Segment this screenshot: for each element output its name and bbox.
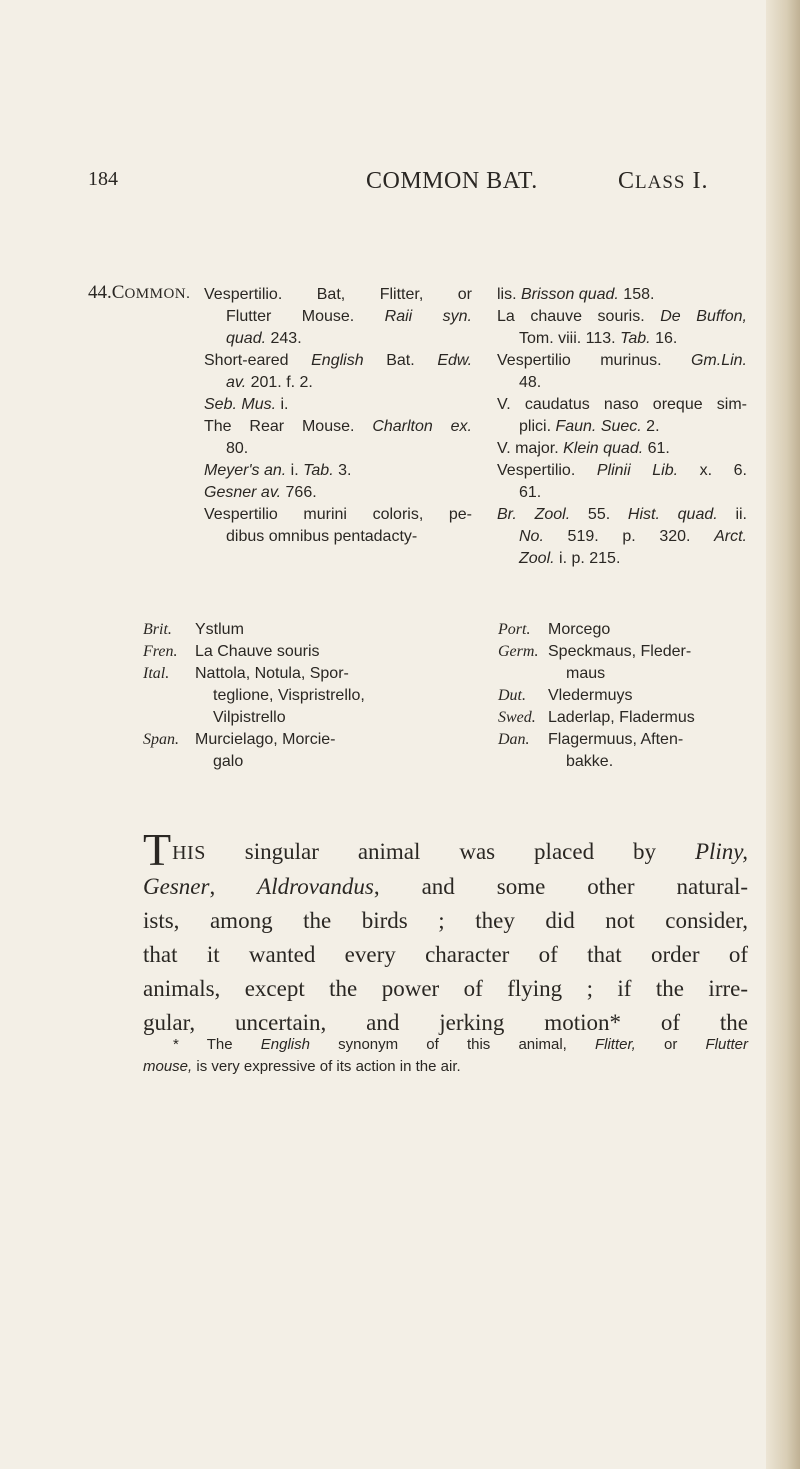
language-label: Fren. (143, 643, 178, 660)
vernacular-name-value (548, 641, 748, 685)
synonymy-line (497, 460, 747, 482)
citation-italic: Zool. (519, 550, 555, 567)
body-line-5: animals, except the power of flying ; if the irre- (143, 976, 748, 1001)
citation-text: lis. (497, 286, 521, 303)
citation-text: La chauve souris. (497, 308, 661, 325)
synonymy-line (497, 350, 747, 372)
language-label: Germ. (498, 643, 539, 660)
footnote-line-1: * The English synonym of this animal, Flitter, or Flutter (173, 1036, 748, 1053)
citation-text: 766. (281, 484, 317, 501)
citation-italic: Raii syn. (384, 308, 473, 325)
vernacular-name-row (498, 641, 748, 685)
citation-italic: Seb. Mus. (204, 396, 277, 413)
citation-italic: De Buffon, (660, 308, 747, 325)
synonymy-line (497, 372, 747, 394)
citation-text: Bat. (363, 352, 438, 369)
body-line-6: gular, uncertain, and jerking motion* of the (143, 1010, 748, 1035)
vernacular-name-value (195, 663, 469, 729)
citation-text: Short-eared (204, 352, 312, 369)
citation-text: 158. (618, 286, 655, 303)
vernacular-names-right (498, 619, 748, 773)
synonymy-line (204, 416, 472, 438)
synonymy-line (204, 328, 472, 350)
synonymy-right-column (497, 284, 747, 570)
citation-italic: Arct. (714, 528, 747, 545)
body-paragraph (143, 824, 749, 1040)
vernacular-name-line: Laderlap, Fladermus (548, 709, 695, 726)
body-line-3: ists, among the birds ; they did not consider, (143, 908, 748, 933)
page-number: 184 (88, 168, 118, 190)
vernacular-name-line: teglione, Vispristrello, (213, 687, 365, 704)
synonymy-line (204, 372, 472, 394)
citation-text: x. 6. (678, 462, 747, 479)
citation-italic: quad. (226, 330, 267, 347)
citation-text: i. (276, 396, 289, 413)
citation-italic: Charlton ex. (372, 418, 472, 435)
citation-text: V. major. (497, 440, 564, 457)
page-edge (766, 0, 800, 1469)
vernacular-name-row (143, 619, 469, 641)
citation-italic: Edw. (437, 352, 473, 369)
citation-italic: Meyer's an. (204, 462, 287, 479)
synonymy-line (497, 328, 747, 350)
vernacular-name-value (548, 729, 748, 773)
vernacular-name-value (548, 685, 748, 707)
vernacular-name-line: Vilpistrello (213, 709, 286, 726)
synonymy-line (204, 504, 472, 526)
synonymy-line (497, 306, 747, 328)
citation-text: 243. (266, 330, 302, 347)
citation-text: i. p. 215. (554, 550, 621, 567)
synonymy-line (497, 504, 747, 526)
citation-text: 61. (519, 484, 542, 501)
language-label: Brit. (143, 621, 172, 638)
body-line-2: Gesner, Aldrovandus, and some other natural- (143, 874, 749, 899)
synonymy-line (497, 394, 747, 416)
vernacular-name-value (195, 641, 469, 663)
footnote-line-2: mouse, is very expressive of its action in the air. (143, 1058, 461, 1075)
citation-italic: Tab. (303, 462, 334, 479)
citation-italic: English (311, 352, 364, 369)
citation-text: i. (286, 462, 304, 479)
citation-text: 61. (643, 440, 670, 457)
citation-text: Vespertilio. Bat, Flitter, or (204, 286, 472, 303)
drop-cap: T (143, 824, 172, 875)
entry-number: 44.COMMON. (88, 282, 191, 303)
citation-text: 16. (650, 330, 678, 347)
citation-text: 80. (226, 440, 249, 457)
citation-italic: Br. Zool. (497, 506, 571, 523)
citation-italic: Hist. quad. (627, 506, 718, 523)
vernacular-name-line: La Chauve souris (195, 643, 320, 660)
vernacular-name-row (498, 619, 748, 641)
citation-text: Vespertilio murinus. (497, 352, 691, 369)
vernacular-name-line: Nattola, Notula, Spor- (195, 665, 349, 682)
synonymy-line (204, 526, 472, 548)
vernacular-name-row (498, 707, 748, 729)
synonymy-line (204, 394, 472, 416)
synonymy-line (204, 284, 472, 306)
synonymy-line (204, 438, 472, 460)
vernacular-name-line: Flagermuus, Aften- (548, 731, 684, 748)
synonymy-line (497, 526, 747, 548)
citation-text: 2. (641, 418, 660, 435)
vernacular-name-line: Speckmaus, Fleder- (548, 643, 692, 660)
vernacular-name-row (498, 685, 748, 707)
citation-text: The Rear Mouse. (204, 418, 373, 435)
citation-text: Flutter Mouse. (226, 308, 385, 325)
citation-italic: Gm.Lin. (690, 352, 747, 369)
body-line-1: HIS singular animal was placed by Pliny, (172, 839, 748, 864)
language-label: Dan. (498, 731, 530, 748)
vernacular-name-line: Murcielago, Morcie- (195, 731, 336, 748)
vernacular-name-value (195, 619, 469, 641)
citation-text: dibus omnibus pentadacty- (226, 528, 418, 545)
vernacular-name-row (143, 641, 469, 663)
synonymy-line (497, 548, 747, 570)
footnote (143, 1034, 748, 1078)
citation-italic: Klein quad. (563, 440, 644, 457)
vernacular-name-row (143, 663, 469, 729)
synonymy-line (497, 284, 747, 306)
language-label: Swed. (498, 709, 536, 726)
vernacular-name-line: Morcego (548, 621, 611, 638)
synonymy-line (497, 482, 747, 504)
vernacular-name-line: bakke. (566, 753, 614, 770)
citation-text: 201. f. 2. (246, 374, 313, 391)
language-label: Port. (498, 621, 531, 638)
citation-text: 3. (333, 462, 352, 479)
vernacular-name-value (195, 729, 469, 773)
citation-text: ii. (717, 506, 748, 523)
synonymy-line (204, 350, 472, 372)
citation-italic: No. (519, 528, 544, 545)
synonymy-left-column (204, 284, 472, 548)
synonymy-line (204, 460, 472, 482)
synonymy-line (204, 482, 472, 504)
citation-italic: av. (226, 374, 247, 391)
citation-text: Tom. viii. 113. (519, 330, 621, 347)
synonymy-line (497, 438, 747, 460)
body-line-4: that it wanted every character of that order of (143, 942, 748, 967)
citation-italic: Plinii Lib. (596, 462, 679, 479)
citation-text: V. caudatus naso oreque sim- (497, 396, 747, 413)
synonymy-line (497, 416, 747, 438)
vernacular-name-line: galo (213, 753, 244, 770)
citation-text: Vespertilio. (497, 462, 597, 479)
language-label: Ital. (143, 665, 170, 682)
vernacular-name-value (548, 707, 748, 729)
class-label: CLASS I. (618, 168, 709, 194)
synonymy-line (204, 306, 472, 328)
page-title: COMMON BAT. (366, 168, 538, 194)
citation-text: 48. (519, 374, 542, 391)
vernacular-name-row (143, 729, 469, 773)
vernacular-name-line: Ystlum (195, 621, 244, 638)
citation-text: plici. (519, 418, 556, 435)
running-head (0, 168, 800, 198)
citation-text: Vespertilio murini coloris, pe- (204, 506, 472, 523)
citation-text: 519. p. 320. (543, 528, 715, 545)
vernacular-name-value (548, 619, 748, 641)
vernacular-name-row (498, 729, 748, 773)
citation-italic: Faun. Suec. (555, 418, 642, 435)
citation-text: 55. (570, 506, 628, 523)
language-label: Span. (143, 731, 179, 748)
citation-italic: Brisson quad. (521, 286, 619, 303)
language-label: Dut. (498, 687, 526, 704)
vernacular-name-line: maus (566, 665, 606, 682)
citation-italic: Gesner av. (204, 484, 282, 501)
citation-italic: Tab. (620, 330, 651, 347)
vernacular-names-left (143, 619, 469, 773)
vernacular-name-line: Vledermuys (548, 687, 633, 704)
